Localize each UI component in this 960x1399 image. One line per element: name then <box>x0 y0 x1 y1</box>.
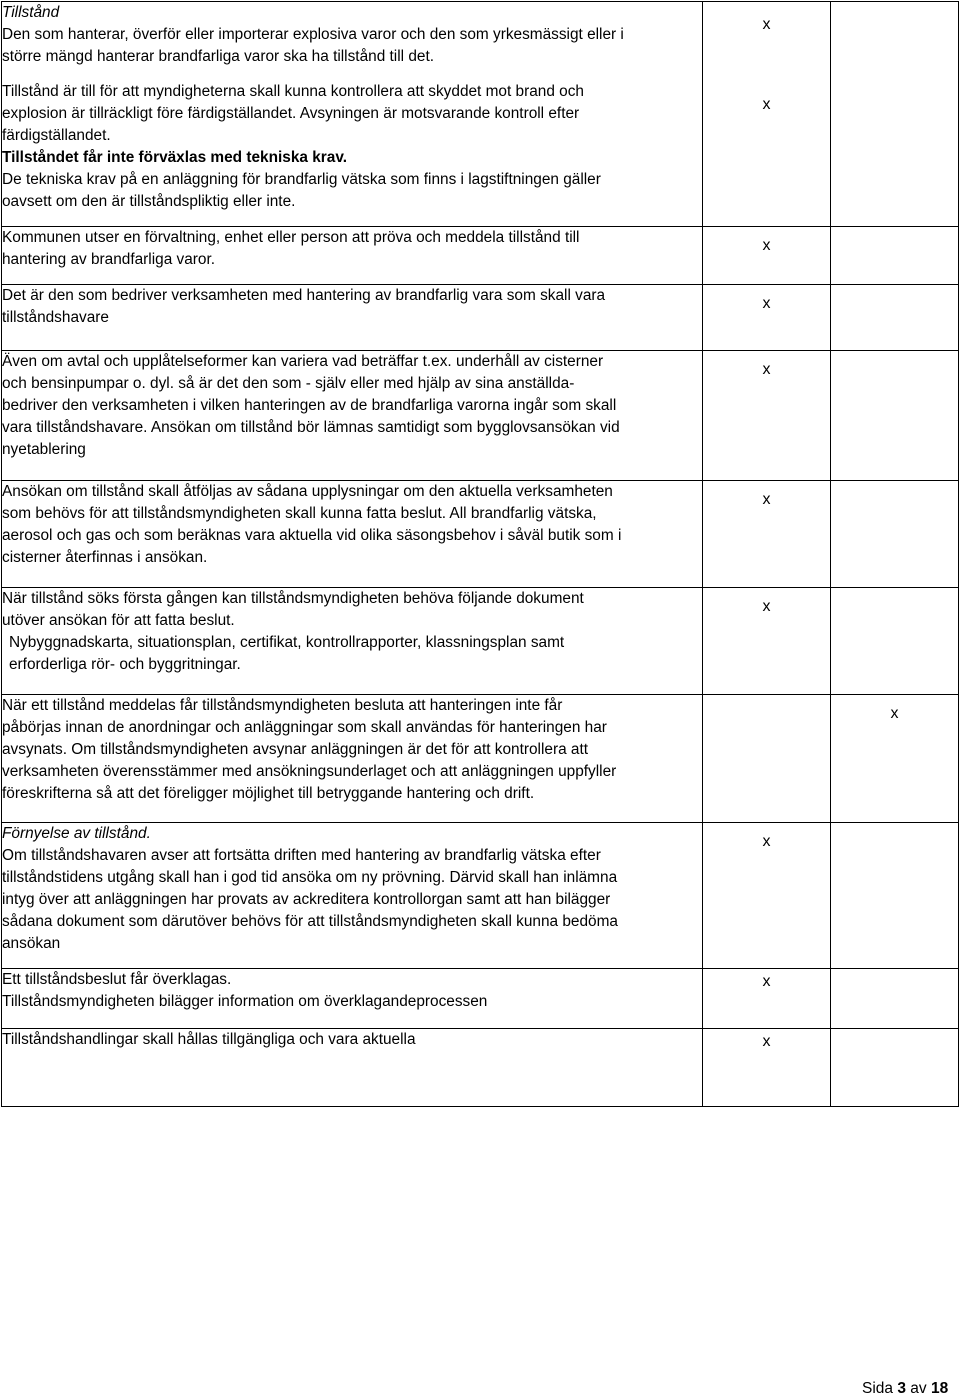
mark-column-2 <box>831 481 959 588</box>
requirements-table-body <box>2 2 959 1107</box>
row-text-line: Det är den som bedriver verksamheten med hantering av brandfarlig vara som skall vara <box>2 287 606 304</box>
row-text-line: intyg över att anläggningen har provats av ackreditera kontrollorgan samt att han bilägger <box>2 891 611 908</box>
table-row <box>2 227 959 285</box>
check-mark: x <box>890 705 899 722</box>
mark-column-1 <box>703 351 831 481</box>
table-row <box>2 351 959 481</box>
mark-column-1 <box>703 285 831 351</box>
row-text-cell <box>2 969 703 1029</box>
table-row <box>2 969 959 1029</box>
row-text-line: hantering av brandfarliga varor. <box>2 251 216 268</box>
row-text-line: Tillståndshandlingar skall hållas tillgängliga och vara aktuella <box>2 1031 416 1048</box>
row-heading: Tillståndet får inte förväxlas med tekniska krav. <box>2 149 348 166</box>
row-text-cell <box>2 1029 703 1107</box>
mark-column-2 <box>831 1029 959 1107</box>
row-text-line: tillståndstidens utgång skall han i god tid ansöka om ny prövning. Därvid skall han inlämna <box>2 869 618 886</box>
row-text-line: Ansökan om tillstånd skall åtföljas av sådana upplysningar om den aktuella verksamheten <box>2 483 613 500</box>
row-text-line <box>2 68 702 81</box>
row-text-line: oavsett om den är tillståndspliktig eller inte. <box>2 193 296 210</box>
table-row <box>2 2 959 227</box>
mark-column-1 <box>703 481 831 588</box>
mark-column-2 <box>831 588 959 695</box>
row-text-line: Nybyggnadskarta, situationsplan, certifikat, kontrollrapporter, klassningsplan samt <box>9 634 565 651</box>
page-middle: av <box>905 1380 931 1397</box>
check-mark: x <box>762 237 771 254</box>
row-text-cell <box>2 695 703 823</box>
check-mark: x <box>762 973 771 990</box>
row-text-line: föreskrifterna så att det föreligger möjlighet till betryggande hantering och drift. <box>2 785 535 802</box>
mark-column-2 <box>831 285 959 351</box>
row-text-line: Om tillståndshavaren avser att fortsätta driften med hantering av brandfarlig vätska efter <box>2 847 601 864</box>
row-heading: Förnyelse av tillstånd. <box>2 825 151 842</box>
row-text-line: ansökan <box>2 935 61 952</box>
row-text-cell <box>2 2 703 227</box>
table-row <box>2 588 959 695</box>
row-text-line: verksamheten överensstämmer med ansökningsunderlaget och att anläggningen uppfyller <box>2 763 617 780</box>
check-mark: x <box>762 96 771 113</box>
row-text-line: och bensinpumpar o. dyl. så är det den som - själv eller med hjälp av sina anställda- <box>2 375 575 392</box>
mark-column-1 <box>703 1029 831 1107</box>
table-row <box>2 1029 959 1107</box>
page-number: 3 <box>897 1380 906 1397</box>
row-text-line: Kommunen utser en förvaltning, enhet eller person att pröva och meddela tillstånd till <box>2 229 580 246</box>
row-text-cell <box>2 351 703 481</box>
mark-column-2 <box>831 823 959 969</box>
row-text-line: vara tillståndshavare. Ansökan om tillstånd bör lämnas samtidigt som bygglovsansökan vid <box>2 419 620 436</box>
mark-column-2 <box>831 2 959 227</box>
row-text-line: avsynats. Om tillståndsmyndigheten avsynar anläggningen är det för att kontrollera att <box>2 741 589 758</box>
page-footer <box>862 1380 948 1398</box>
mark-column-2 <box>831 969 959 1029</box>
row-text-line: bedriver den verksamheten i vilken hanteringen av de brandfarliga varorna ingår som skall <box>2 397 617 414</box>
check-mark: x <box>762 598 771 615</box>
mark-column-2 <box>831 351 959 481</box>
check-mark: x <box>762 295 771 312</box>
row-text-cell <box>2 823 703 969</box>
requirements-table <box>1 1 959 1107</box>
table-row <box>2 285 959 351</box>
row-text-line: nyetablering <box>2 441 86 458</box>
mark-column-2 <box>831 227 959 285</box>
row-text-line: tillståndshavare <box>2 309 109 326</box>
page-prefix: Sida <box>862 1380 898 1397</box>
row-text-line: sådana dokument som därutöver behövs för att tillståndsmyndigheten skall kunna bedöma <box>2 913 618 930</box>
row-heading: Tillstånd <box>2 4 60 21</box>
mark-column-1 <box>703 227 831 285</box>
check-mark: x <box>762 1033 771 1050</box>
row-text-line: När tillstånd söks första gången kan tillståndsmyndigheten behöva följande dokument <box>2 590 584 607</box>
table-row <box>2 695 959 823</box>
table-row <box>2 481 959 588</box>
mark-column-2 <box>831 695 959 823</box>
row-text-cell <box>2 481 703 588</box>
table-row <box>2 823 959 969</box>
row-text-cell <box>2 588 703 695</box>
row-text-line: Tillstånd är till för att myndigheterna skall kunna kontrollera att skyddet mot brand och <box>2 83 584 100</box>
check-mark: x <box>762 361 771 378</box>
mark-column-1 <box>703 969 831 1029</box>
row-text-line: påbörjas innan de anordningar och anläggningar som skall användas för hanteringen har <box>2 719 607 736</box>
mark-column-1 <box>703 823 831 969</box>
row-text-line: större mängd hanterar brandfarliga varor ska ha tillstånd till det. <box>2 48 435 65</box>
row-text-line: aerosol och gas och som beräknas vara aktuella vid olika säsongsbehov i såväl butik som i <box>2 527 622 544</box>
row-text-line: Även om avtal och upplåtelseformer kan variera vad beträffar t.ex. underhåll av cisterner <box>2 353 604 370</box>
mark-column-1 <box>703 695 831 823</box>
row-text-line: När ett tillstånd meddelas får tillståndsmyndigheten besluta att hanteringen inte får <box>2 697 563 714</box>
row-text-line: Tillståndsmyndigheten bilägger information om överklagandeprocessen <box>2 993 488 1010</box>
row-text-line: utöver ansökan för att fatta beslut. <box>2 612 235 629</box>
row-text-line: Ett tillståndsbeslut får överklagas. <box>2 971 232 988</box>
page-total: 18 <box>930 1380 949 1397</box>
row-text-line: som behövs för att tillståndsmyndigheten skall kunna fatta beslut. All brandfarlig vätska, <box>2 505 597 522</box>
row-text-line: erforderliga rör- och byggritningar. <box>9 656 241 673</box>
mark-column-1 <box>703 2 831 227</box>
row-text-cell <box>2 227 703 285</box>
check-mark: x <box>762 16 771 33</box>
mark-column-1 <box>703 588 831 695</box>
row-text-cell <box>2 285 703 351</box>
row-text-line: De tekniska krav på en anläggning för brandfarlig vätska som finns i lagstiftningen gäller <box>2 171 601 188</box>
row-text-line: färdigställandet. <box>2 127 111 144</box>
row-text-line: cisterner återfinnas i ansökan. <box>2 549 208 566</box>
check-mark: x <box>762 491 771 508</box>
row-text-line: Den som hanterar, överför eller importerar explosiva varor och den som yrkesmässigt eller i <box>2 26 624 43</box>
check-mark: x <box>762 833 771 850</box>
row-text-line: explosion är tillräckligt före färdigställandet. Avsyningen är motsvarande kontroll efter <box>2 105 580 122</box>
